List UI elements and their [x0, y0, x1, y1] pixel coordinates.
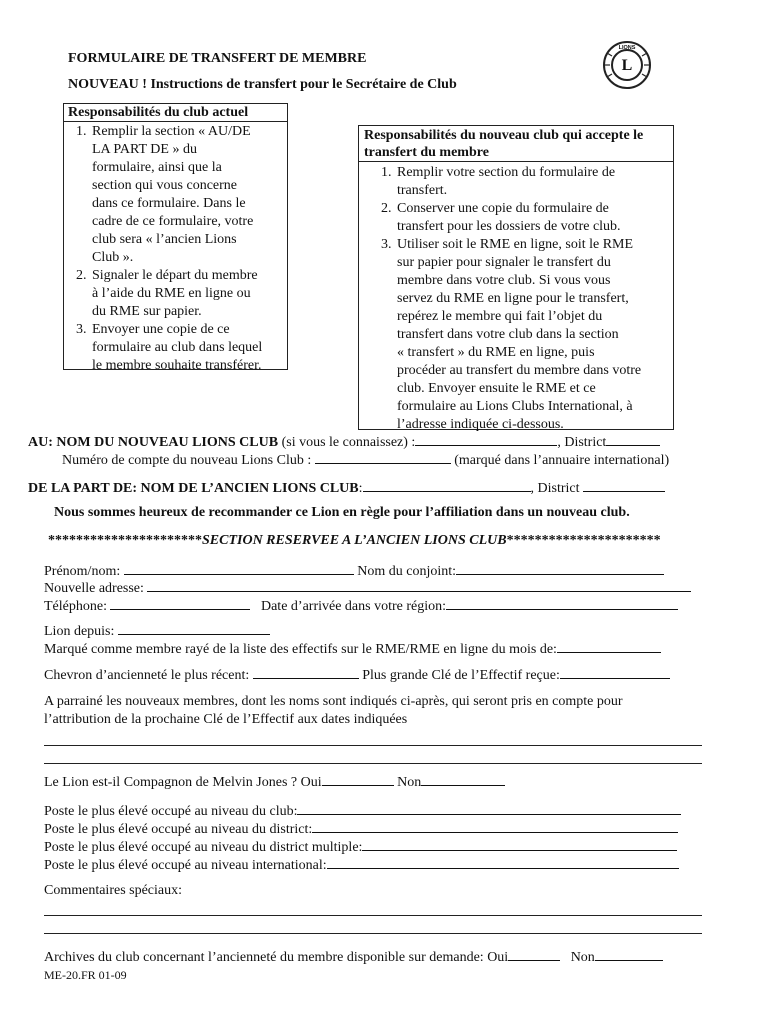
new-club-item-line: membre dans votre club. Si vous vous [397, 273, 611, 288]
account-number-field[interactable] [315, 451, 451, 464]
new-club-item-number: 2. [381, 201, 392, 216]
to-label: AU: NOM DU NOUVEAU LIONS CLUB [28, 435, 279, 450]
current-club-item-line: Signaler le départ du membre [92, 268, 258, 283]
name-label: Prénom/nom: [44, 564, 121, 579]
chevron-label: Chevron d’ancienneté le plus récent: [44, 668, 250, 683]
lion-since-label: Lion depuis: [44, 624, 115, 639]
new-club-item-line: « transfert » du RME en ligne, puis [397, 345, 595, 360]
from-district-label: , District [530, 481, 580, 496]
new-club-heading-2: transfert du membre [364, 145, 489, 160]
account-label: Numéro de compte du nouveau Lions Club : [62, 453, 312, 468]
current-club-item-line: section qui vous concerne [92, 178, 238, 193]
current-club-item-line: à l’aide du RME en ligne ou [92, 286, 251, 301]
to-row [28, 433, 660, 451]
new-club-item-line: Conserver une copie du formulaire de [397, 201, 609, 216]
new-club-box [358, 125, 674, 430]
reserved-title: SECTION RESERVEE A L’ANCIEN LIONS CLUB [202, 533, 507, 548]
post-district-label: Poste le plus élevé occupé au niveau du district: [44, 822, 313, 837]
sponsored-field-2[interactable] [44, 763, 702, 764]
current-club-item-line: le membre souhaite transférer. [92, 358, 262, 373]
phone-row [44, 597, 678, 615]
new-club-item-line: servez du RME en ligne pour le transfert, [397, 291, 629, 306]
new-club-item-line: Utiliser soit le RME en ligne, soit le RME [397, 237, 634, 252]
from-colon: : [358, 481, 363, 496]
new-club-item-line: transfert. [397, 183, 448, 198]
new-club-item-line: sur papier pour signaler le transfert du [397, 255, 611, 270]
address-label: Nouvelle adresse: [44, 581, 144, 596]
new-club-list [359, 162, 673, 434]
account-note: (marqué dans l’annuaire international) [454, 453, 670, 468]
phone-label: Téléphone: [44, 599, 107, 614]
footer-code: ME-20.FR 01-09 [44, 968, 127, 982]
current-club-heading: Responsabilités du club actuel [64, 104, 287, 122]
melvin-no-label: Non [397, 775, 422, 790]
new-club-item [369, 200, 673, 236]
melvin-label: Le Lion est-il Compagnon de Melvin Jones ? [44, 775, 298, 790]
current-club-item-line: du RME sur papier. [92, 304, 202, 319]
new-club-district-field[interactable] [606, 433, 660, 446]
form-title: FORMULAIRE DE TRANSFERT DE MEMBRE [68, 51, 367, 66]
phone-field[interactable] [110, 597, 250, 610]
current-club-item [64, 267, 287, 321]
current-club-box [63, 103, 288, 373]
sponsored-field-1[interactable] [44, 745, 702, 746]
archives-no-field[interactable] [595, 948, 663, 961]
post-club-label: Poste le plus élevé occupé au niveau du club: [44, 804, 298, 819]
new-club-item-line: transfert dans votre club dans la section [397, 327, 619, 342]
melvin-row [44, 773, 505, 791]
new-club-heading [359, 126, 673, 162]
current-club-item-line: formulaire au club dans lequel [92, 340, 263, 355]
address-field[interactable] [147, 579, 691, 592]
key-field[interactable] [560, 666, 670, 679]
comments-field-2[interactable] [44, 933, 702, 934]
archives-yes-field[interactable] [508, 948, 560, 961]
form-subtitle: NOUVEAU ! Instructions de transfert pour le Secrétaire de Club [68, 77, 457, 92]
current-club-list [64, 122, 287, 375]
post-district-row [44, 820, 678, 838]
archives-row [44, 948, 663, 966]
current-club-item-line: cadre de ce formulaire, votre [92, 214, 254, 229]
new-club-item-line: procéder au transfert du membre dans votre [397, 363, 642, 378]
post-multiple-field[interactable] [362, 838, 677, 851]
melvin-yes-field[interactable] [322, 773, 394, 786]
melvin-yes-label: Oui [300, 775, 322, 790]
arrival-field[interactable] [446, 597, 678, 610]
sponsored-line-1: A parrainé les nouveaux membres, dont les noms sont indiqués ci-après, qui seront pris en compte pour [44, 694, 623, 709]
post-district-field[interactable] [312, 820, 678, 833]
name-row [44, 562, 664, 580]
to-hint: (si vous le connaissez) : [281, 435, 416, 450]
current-club-item-line: club sera « l’ancien Lions [92, 232, 237, 247]
to-district-label: , District [557, 435, 607, 450]
current-club-item-line: Envoyer une copie de ce [92, 322, 230, 337]
stars-right: ********************** [506, 533, 661, 548]
removed-label: Marqué comme membre rayé de la liste des effectifs sur le RME/RME en ligne du mois de: [44, 642, 557, 657]
chevron-field[interactable] [253, 666, 359, 679]
current-club-item-line: LA PART DE » du [92, 142, 197, 157]
recommend-text: Nous sommes heureux de recommander ce Lion en règle pour l’affiliation dans un nouveau club. [54, 505, 630, 520]
logo-letter: L [621, 57, 633, 74]
new-club-heading-1: Responsabilités du nouveau club qui accepte le [364, 128, 644, 143]
account-row [62, 451, 669, 469]
comments-field-1[interactable] [44, 915, 702, 916]
lion-since-field[interactable] [118, 622, 270, 635]
archives-label: Archives du club concernant l’ancienneté du membre disponible sur demande: [44, 950, 484, 965]
old-club-district-field[interactable] [583, 479, 665, 492]
key-label: Plus grande Clé de l’Effectif reçue: [362, 668, 560, 683]
post-club-field[interactable] [297, 802, 681, 815]
new-club-name-field[interactable] [415, 433, 557, 446]
post-intl-label: Poste le plus élevé occupé au niveau international: [44, 858, 327, 873]
new-club-item [369, 236, 673, 434]
current-club-item [64, 123, 287, 267]
current-club-item-line: dans ce formulaire. Dans le [92, 196, 246, 211]
new-club-item-line: formulaire au Lions Clubs International, à [397, 399, 633, 414]
old-club-name-field[interactable] [363, 479, 531, 492]
arrival-label: Date d’arrivée dans votre région: [260, 599, 447, 614]
removed-month-field[interactable] [557, 640, 661, 653]
reserved-heading [48, 533, 661, 549]
post-intl-field[interactable] [327, 856, 679, 869]
new-club-item-line: Remplir votre section du formulaire de [397, 165, 616, 180]
from-row [28, 479, 665, 497]
new-club-item [369, 164, 673, 200]
chevron-row [44, 666, 670, 684]
new-club-item-number: 3. [381, 237, 392, 252]
current-club-item [64, 321, 287, 375]
spouse-field[interactable] [456, 562, 664, 575]
current-club-item-line: Remplir la section « AU/DE [92, 124, 251, 139]
archives-no-label: Non [570, 950, 595, 965]
comments-label: Commentaires spéciaux: [44, 883, 183, 898]
stars-left: ********************** [48, 533, 202, 548]
current-club-item-number: 2. [76, 268, 87, 283]
current-club-item-number: 3. [76, 322, 87, 337]
archives-yes-label: Oui [487, 950, 509, 965]
current-club-item-line: Club ». [92, 250, 134, 265]
melvin-no-field[interactable] [421, 773, 505, 786]
post-multiple-label: Poste le plus élevé occupé au niveau du district multiple: [44, 840, 363, 855]
post-multiple-row [44, 838, 677, 856]
new-club-item-line: club. Envoyer ensuite le RME et ce [397, 381, 596, 396]
new-club-item-number: 1. [381, 165, 392, 180]
post-intl-row [44, 856, 679, 874]
current-club-item-number: 1. [76, 124, 87, 139]
lion-since-row [44, 622, 270, 640]
from-label: DE LA PART DE: NOM DE L’ANCIEN LIONS CLUB [28, 481, 359, 496]
name-field[interactable] [124, 562, 354, 575]
new-club-item-line: l’adresse indiquée ci-dessous. [397, 417, 564, 432]
address-row [44, 579, 691, 597]
logo-text: LIONS [618, 45, 636, 51]
current-club-item-line: formulaire, ainsi que la [92, 160, 222, 175]
post-club-row [44, 802, 681, 820]
new-club-item-line: transfert pour les dossiers de votre club. [397, 219, 621, 234]
removed-row [44, 640, 661, 658]
lions-logo-icon [602, 40, 652, 90]
spouse-label: Nom du conjoint: [357, 564, 457, 579]
sponsored-line-2: l’attribution de la prochaine Clé de l’Effectif aux dates indiquées [44, 712, 408, 727]
new-club-item-line: repérez le membre qui fait l’objet du [397, 309, 603, 324]
